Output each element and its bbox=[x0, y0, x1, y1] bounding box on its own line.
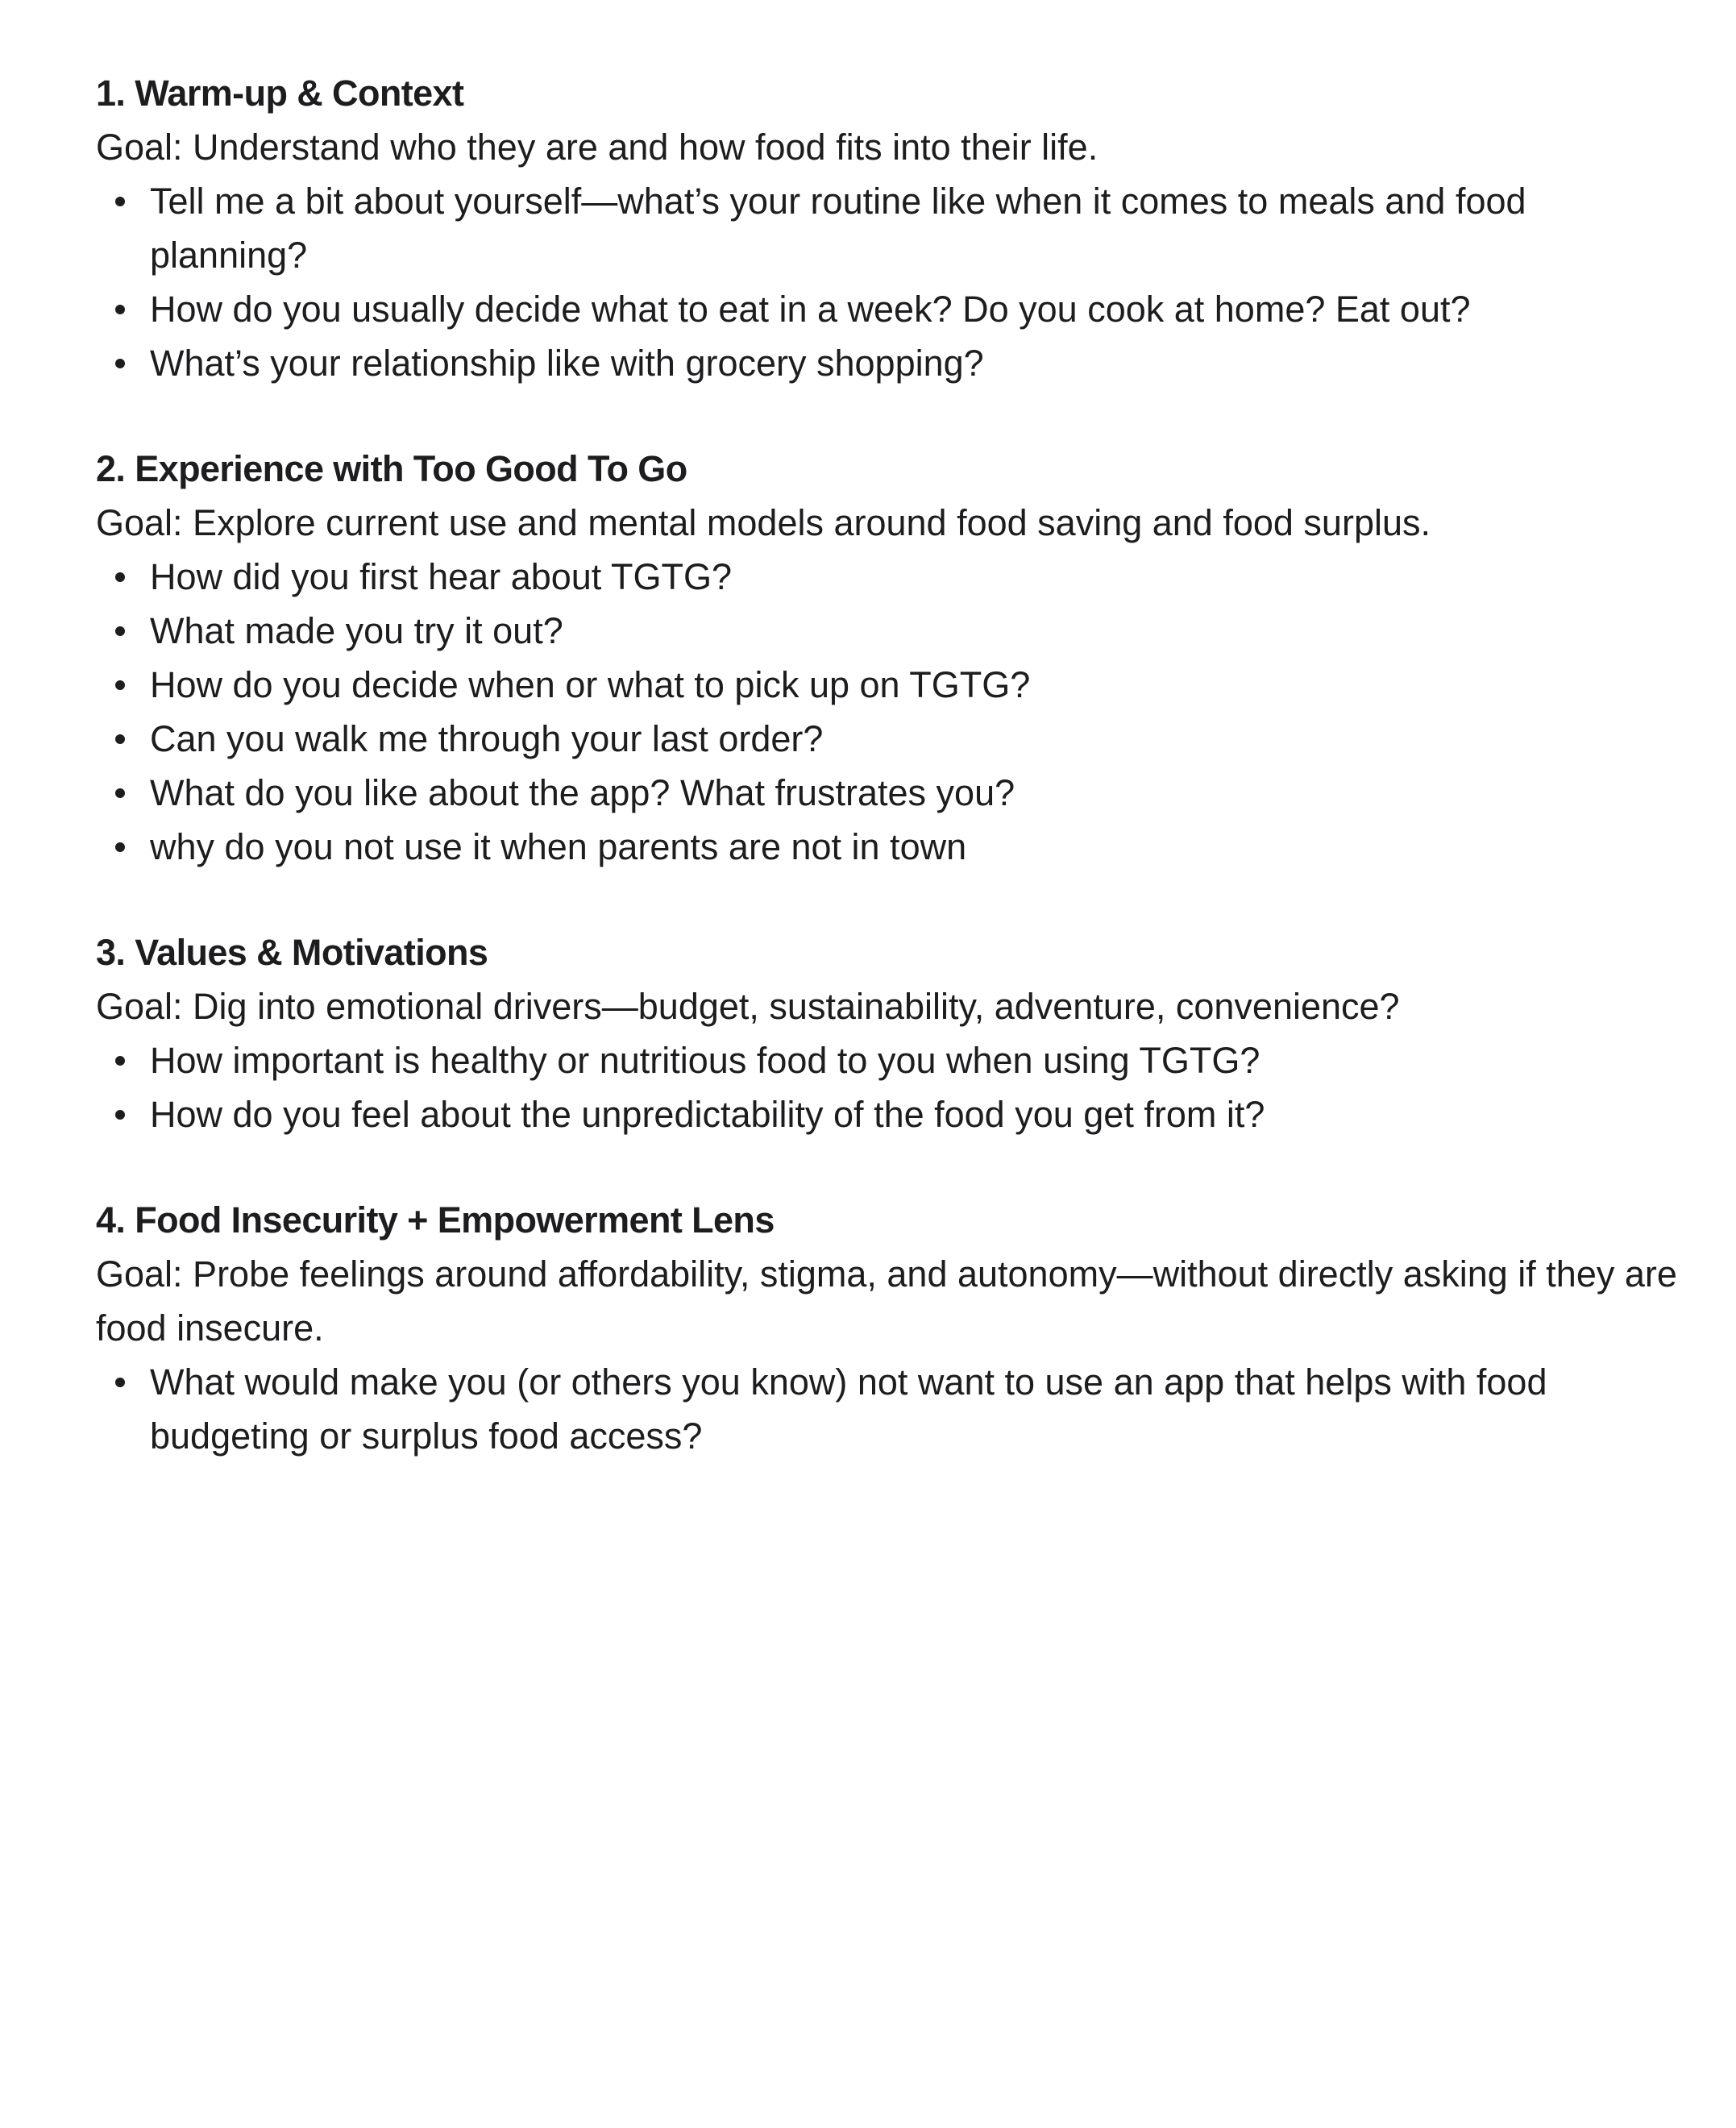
question-item: What made you try it out? bbox=[150, 604, 1688, 658]
section-goal: Goal: Probe feelings around affordability, stigma, and autonomy—without directly asking if they are food insecure. bbox=[96, 1253, 1677, 1349]
question-item: What would make you (or others you know) not want to use an app that helps with food budgeting or surplus food access? bbox=[150, 1355, 1688, 1463]
question-item: How important is healthy or nutritious food to you when using TGTG? bbox=[150, 1033, 1688, 1087]
section-title: 4. Food Insecurity + Empowerment Lens bbox=[96, 1199, 775, 1241]
section-goal: Goal: Dig into emotional drivers—budget, sustainability, adventure, convenience? bbox=[96, 986, 1400, 1027]
section-warm-up bbox=[96, 66, 1688, 390]
question-item: How do you usually decide what to eat in a week? Do you cook at home? Eat out? bbox=[150, 282, 1688, 336]
section-title: 1. Warm-up & Context bbox=[96, 73, 464, 114]
question-item: Tell me a bit about yourself—what’s your routine like when it comes to meals and food planning? bbox=[150, 174, 1688, 282]
question-item: What do you like about the app? What frustrates you? bbox=[150, 766, 1688, 820]
section-title: 2. Experience with Too Good To Go bbox=[96, 448, 687, 489]
question-item: How do you decide when or what to pick up on TGTG? bbox=[150, 658, 1688, 712]
question-item: How did you first hear about TGTG? bbox=[150, 550, 1688, 604]
question-list bbox=[96, 1355, 1688, 1463]
question-item: why do you not use it when parents are not in town bbox=[150, 820, 1688, 874]
section-experience-tgtg bbox=[96, 442, 1688, 874]
section-values-motivations bbox=[96, 925, 1688, 1141]
section-food-insecurity bbox=[96, 1193, 1688, 1463]
section-goal: Goal: Understand who they are and how food fits into their life. bbox=[96, 127, 1098, 168]
question-item: What’s your relationship like with grocery shopping? bbox=[150, 336, 1688, 390]
question-list bbox=[96, 550, 1688, 874]
question-item: How do you feel about the unpredictability of the food you get from it? bbox=[150, 1087, 1688, 1141]
section-title: 3. Values & Motivations bbox=[96, 932, 488, 973]
question-list bbox=[96, 1033, 1688, 1141]
question-item: Can you walk me through your last order? bbox=[150, 712, 1688, 766]
section-goal: Goal: Explore current use and mental models around food saving and food surplus. bbox=[96, 502, 1431, 543]
question-list bbox=[96, 174, 1688, 390]
